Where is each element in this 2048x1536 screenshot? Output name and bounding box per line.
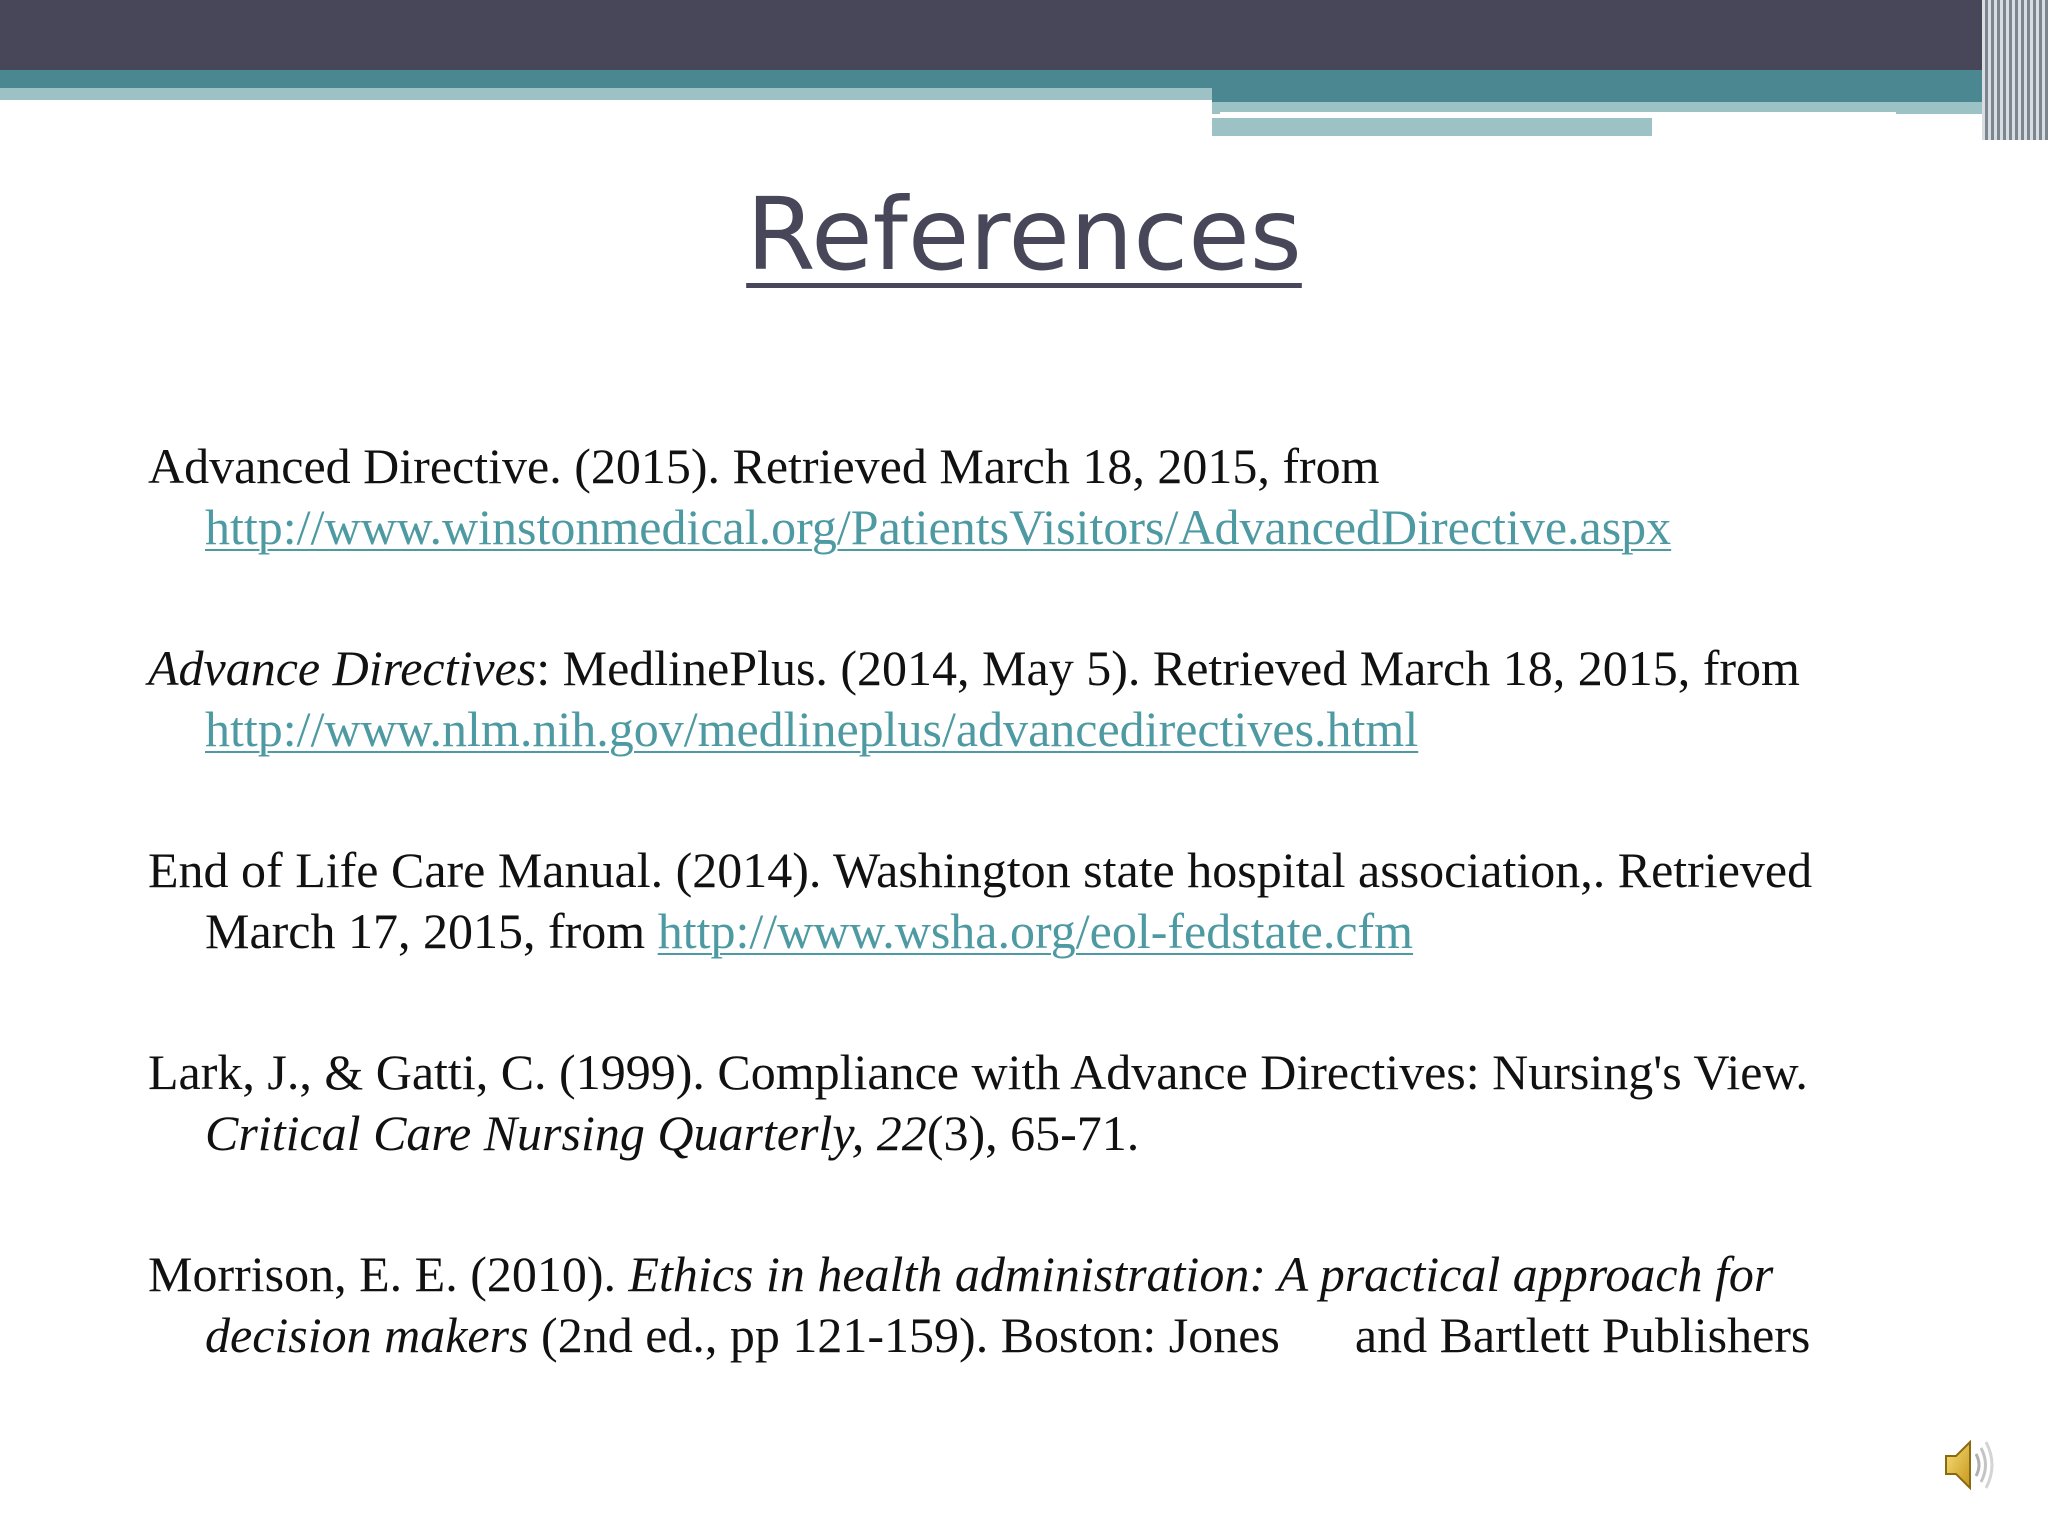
reference-list xyxy=(148,436,1948,1446)
slide-title-text: References xyxy=(746,176,1302,293)
reference-link[interactable]: http://www.wsha.org/eol-fedstate.cfm xyxy=(657,903,1414,959)
reference-italic-book: Ethics in health administration: A practical approach for decision makers xyxy=(205,1246,1774,1363)
header-dark-bar xyxy=(0,0,2048,70)
reference-item xyxy=(148,436,1948,558)
reference-text-after: (2nd ed., pp 121-159). Boston: Jones and Bartlett Publishers xyxy=(528,1307,1811,1363)
reference-item xyxy=(148,1244,1948,1366)
header-decoration xyxy=(0,0,2048,140)
speaker-icon[interactable] xyxy=(1942,1430,1998,1500)
reference-text: Morrison, E. E. (2010). xyxy=(148,1246,629,1302)
reference-text: Advanced Directive. (2015). Retrieved March 18, 2015, from xyxy=(148,438,1380,494)
reference-item xyxy=(148,638,1948,760)
speaker-icon-graphic xyxy=(1942,1430,1998,1500)
header-teal-bar-right xyxy=(1212,70,2048,102)
reference-italic-journal: Critical Care Nursing Quarterly, 22 xyxy=(205,1105,927,1161)
header-edge-stripes xyxy=(1982,0,2048,140)
reference-link[interactable]: http://www.nlm.nih.gov/medlineplus/advancedirectives.html xyxy=(205,701,1419,757)
header-light-bar-right-lower xyxy=(1212,118,1652,136)
reference-item xyxy=(148,1042,1948,1164)
slide-title xyxy=(0,176,2048,293)
header-light-bar-left xyxy=(0,88,1212,100)
reference-italic-title: Advance Directives xyxy=(148,640,537,696)
reference-text: Lark, J., & Gatti, C. (1999). Compliance with Advance Directives: Nursing's View. xyxy=(148,1044,1808,1100)
header-teal-bar-left xyxy=(0,70,1212,88)
reference-link[interactable]: http://www.winstonmedical.org/PatientsVisitors/AdvancedDirective.aspx xyxy=(205,499,1672,555)
reference-text: End of Life Care Manual. (2014). Washington state hospital association,. Retrieved March 17, 2015, from xyxy=(148,842,1813,959)
reference-text-after: (3), 65-71. xyxy=(926,1105,1140,1161)
reference-item xyxy=(148,840,1948,962)
reference-text: : MedlinePlus. (2014, May 5). Retrieved March 18, 2015, from xyxy=(536,640,1800,696)
header-white-line xyxy=(1220,112,1896,116)
